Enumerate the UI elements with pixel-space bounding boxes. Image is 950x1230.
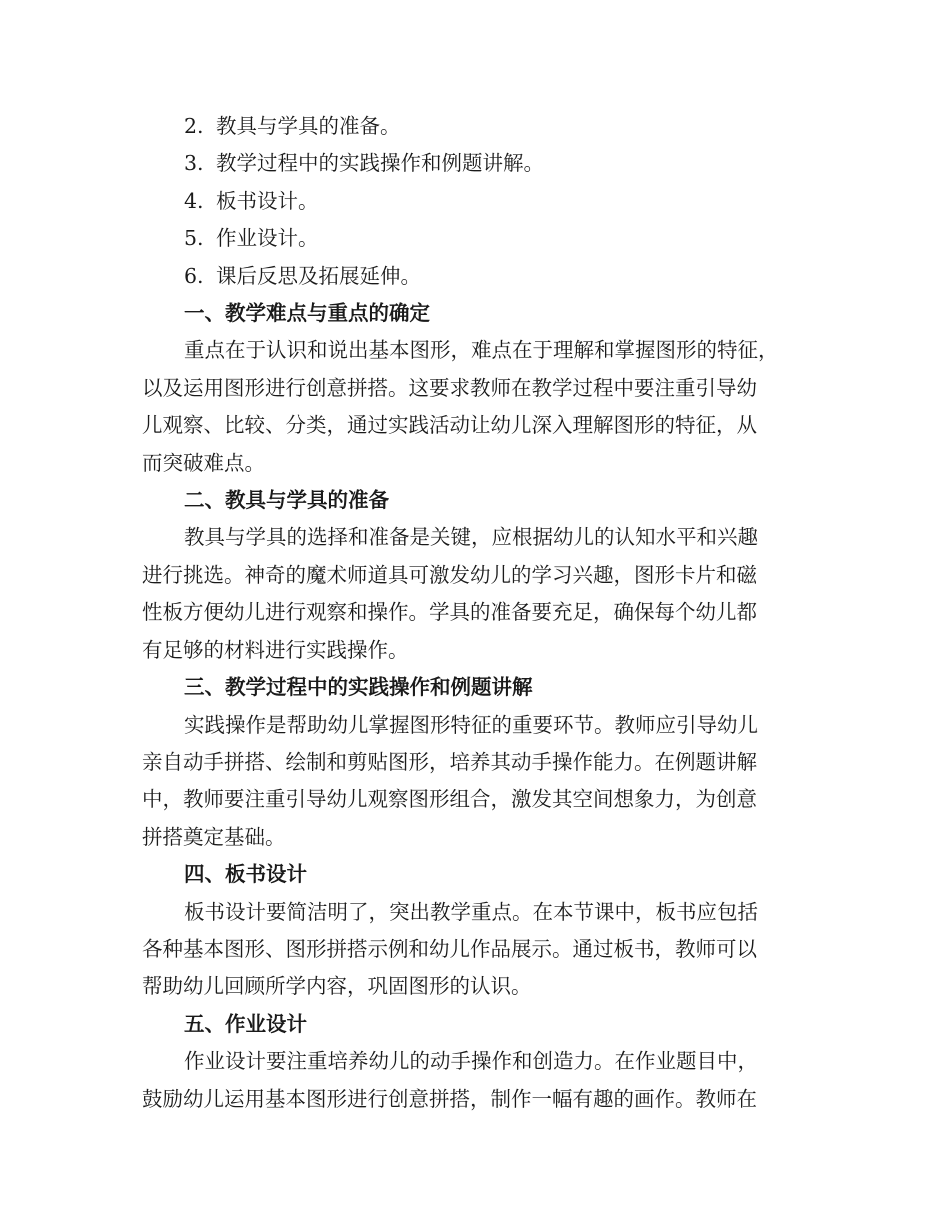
- list-item: [142, 183, 802, 220]
- section-paragraph: [142, 894, 802, 1006]
- list-item: [142, 258, 802, 295]
- paragraph-line: 板书设计要简洁明了，突出教学重点。在本节课中，板书应包括: [184, 899, 758, 924]
- list-item: [142, 220, 802, 257]
- paragraph-line: 各种基本图形、图形拼搭示例和幼儿作品展示。通过板书，教师可以: [142, 936, 757, 961]
- section-heading: 五、作业设计: [184, 1011, 307, 1036]
- list-text: 教具与学具的准备。: [216, 114, 401, 138]
- section-paragraph: [142, 707, 802, 857]
- paragraph-line: 拼搭奠定基础。: [142, 824, 286, 849]
- section-heading: 一、教学难点与重点的确定: [184, 301, 430, 326]
- list-text: 作业设计。: [216, 226, 319, 251]
- list-number: 5.: [184, 226, 204, 251]
- list-number: 2.: [184, 114, 204, 138]
- section-blackboard-design: [142, 856, 802, 1006]
- paragraph-line: 性板方便幼儿进行观察和操作。学具的准备要充足，确保每个幼儿都: [142, 600, 757, 625]
- list-text: 教学过程中的实践操作和例题讲解。: [216, 151, 544, 176]
- paragraph-line: 亲自动手拼搭、绘制和剪贴图形，培养其动手操作能力。在例题讲解: [142, 749, 757, 774]
- paragraph-line: 而突破难点。: [142, 450, 265, 475]
- paragraph-line: 帮助幼儿回顾所学内容，巩固图形的认识。: [142, 974, 532, 999]
- section-key-difficult-points: [142, 295, 802, 482]
- paragraph-line: 鼓励幼儿运用基本图形进行创意拼搭，制作一幅有趣的画作。教师在: [142, 1086, 757, 1111]
- list-text: 板书设计。: [216, 188, 319, 213]
- list-number: 6.: [184, 263, 204, 288]
- list-number: 3.: [184, 151, 204, 176]
- list-item: [142, 145, 802, 182]
- paragraph-line: 中，教师要注重引导幼儿观察图形组合，激发其空间想象力，为创意: [142, 787, 757, 812]
- document-page: [142, 108, 802, 1118]
- section-heading: 二、教具与学具的准备: [184, 488, 389, 513]
- list-item: [142, 108, 802, 145]
- section-teaching-aids: [142, 482, 802, 669]
- section-paragraph: [142, 519, 802, 669]
- section-paragraph: [142, 332, 802, 482]
- section-heading: 四、板书设计: [184, 862, 307, 887]
- section-homework-design: [142, 1006, 802, 1118]
- list-text: 课后反思及拓展延伸。: [216, 263, 421, 288]
- paragraph-line: 重点在于认识和说出基本图形，难点在于理解和掌握图形的特征，: [184, 338, 779, 363]
- paragraph-line: 进行挑选。神奇的魔术师道具可激发幼儿的学习兴趣，图形卡片和磁: [142, 562, 757, 587]
- list-number: 4.: [184, 188, 204, 213]
- section-paragraph: [142, 1043, 802, 1118]
- paragraph-line: 教具与学具的选择和准备是关键，应根据幼儿的认知水平和兴趣: [184, 525, 758, 550]
- paragraph-line: 儿观察、比较、分类，通过实践活动让幼儿深入理解图形的特征，从: [142, 413, 757, 438]
- outline-list: [142, 108, 802, 295]
- paragraph-line: 以及运用图形进行创意拼搭。这要求教师在教学过程中要注重引导幼: [142, 375, 757, 400]
- paragraph-line: 有足够的材料进行实践操作。: [142, 637, 409, 662]
- paragraph-line: 实践操作是帮助幼儿掌握图形特征的重要环节。教师应引导幼儿: [184, 712, 758, 737]
- section-practice-examples: [142, 669, 802, 856]
- section-heading: 三、教学过程中的实践操作和例题讲解: [184, 675, 533, 700]
- paragraph-line: 作业设计要注重培养幼儿的动手操作和创造力。在作业题目中，: [184, 1049, 758, 1074]
